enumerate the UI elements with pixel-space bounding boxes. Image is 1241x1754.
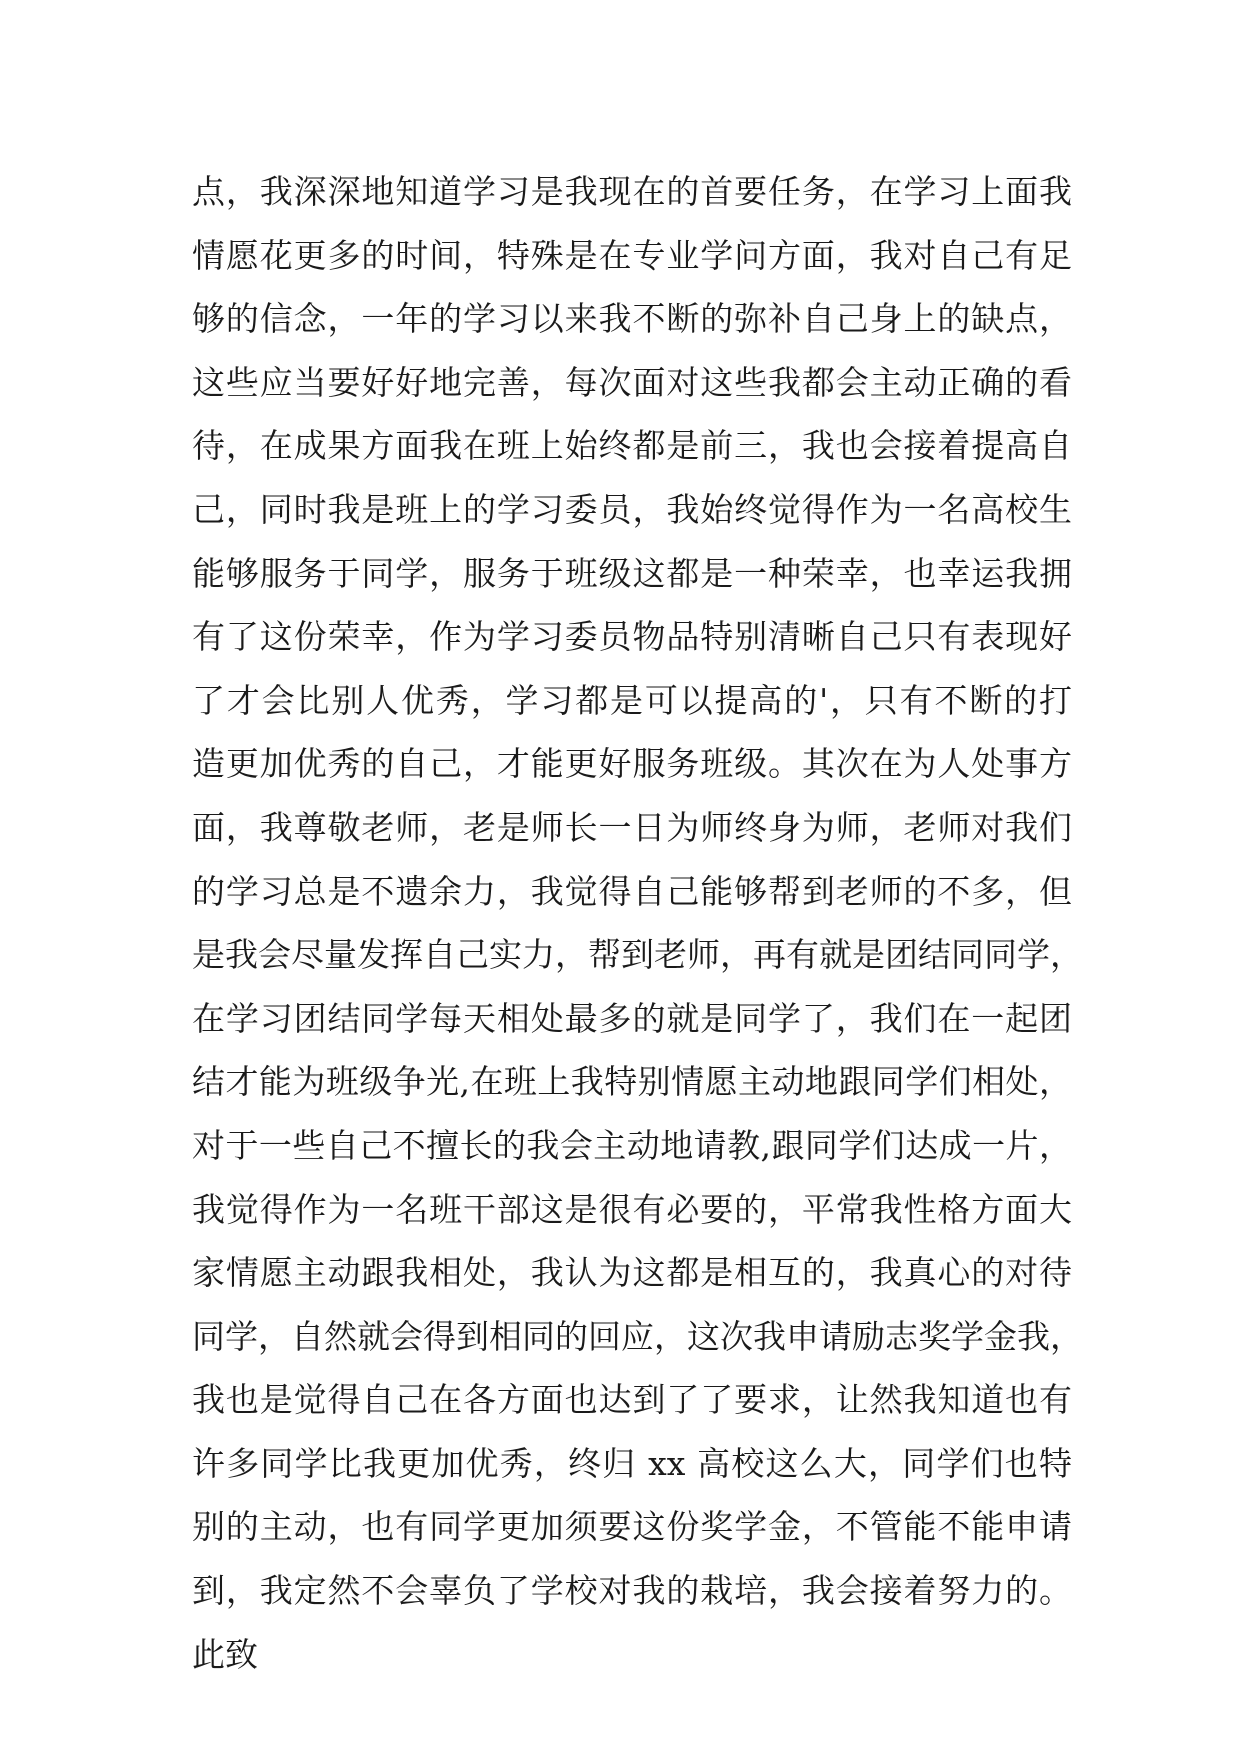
text-line: 点，我深深地知道学习是我现在的首要任务，在学习上面我 bbox=[192, 172, 1072, 211]
text-line: 了才会比别人优秀，学习都是可以提高的'，只有不断的打 bbox=[192, 680, 1072, 720]
text-line: 家情愿主动跟我相处，我认为这都是相互的，我真心的对待 bbox=[192, 1253, 1072, 1293]
text-line: 够的信念，一年的学习以来我不断的弥补自己身上的缺点， bbox=[192, 299, 1072, 339]
text-line: 己，同时我是班上的学习委员，我始终觉得作为一名高校生 bbox=[192, 489, 1072, 529]
text-line: 能够服务于同学，服务于班级这都是一种荣幸，也幸运我拥 bbox=[192, 553, 1072, 593]
text-line: 这些应当要好好地完善，每次面对这些我都会主动正确的看 bbox=[192, 362, 1072, 402]
text-line: 的学习总是不遗余力，我觉得自己能够帮到老师的不多，但 bbox=[192, 871, 1072, 911]
text-line: 到，我定然不会辜负了学校对我的栽培，我会接着努力的。 bbox=[192, 1571, 1072, 1611]
text-line: 对于一些自己不擅长的我会主动地请教,跟同学们达成一片， bbox=[192, 1125, 1072, 1165]
text-line: 在学习团结同学每天相处最多的就是同学了，我们在一起团 bbox=[192, 998, 1072, 1038]
text-line: 情愿花更多的时间，特殊是在专业学问方面，我对自己有足 bbox=[192, 235, 1072, 275]
text-line: 有了这份荣幸，作为学习委员物品特别清晰自己只有表现好 bbox=[192, 617, 1072, 657]
text-line: 别的主动，也有同学更加须要这份奖学金，不管能不能申请 bbox=[192, 1507, 1072, 1547]
text-line: 许多同学比我更加优秀，终归 xx 高校这么大，同学们也特 bbox=[192, 1443, 1072, 1483]
body-text bbox=[192, 160, 1083, 1686]
text-line: 面，我尊敬老师，老是师长一日为师终身为师，老师对我们 bbox=[192, 807, 1072, 847]
text-line: 我也是觉得自己在各方面也达到了了要求，让然我知道也有 bbox=[192, 1380, 1072, 1420]
closing-salutation: 此致 bbox=[192, 1634, 258, 1674]
text-line: 结才能为班级争光,在班上我特别情愿主动地跟同学们相处， bbox=[192, 1062, 1072, 1102]
text-line: 造更加优秀的自己，才能更好服务班级。其次在为人处事方 bbox=[192, 744, 1072, 784]
text-line: 是我会尽量发挥自己实力，帮到老师，再有就是团结同同学， bbox=[192, 935, 1083, 975]
text-line: 同学，自然就会得到相同的回应，这次我申请励志奖学金我， bbox=[192, 1316, 1083, 1356]
text-line: 我觉得作为一名班干部这是很有必要的，平常我性格方面大 bbox=[192, 1189, 1072, 1229]
text-line: 待，在成果方面我在班上始终都是前三，我也会接着提高自 bbox=[192, 426, 1072, 466]
